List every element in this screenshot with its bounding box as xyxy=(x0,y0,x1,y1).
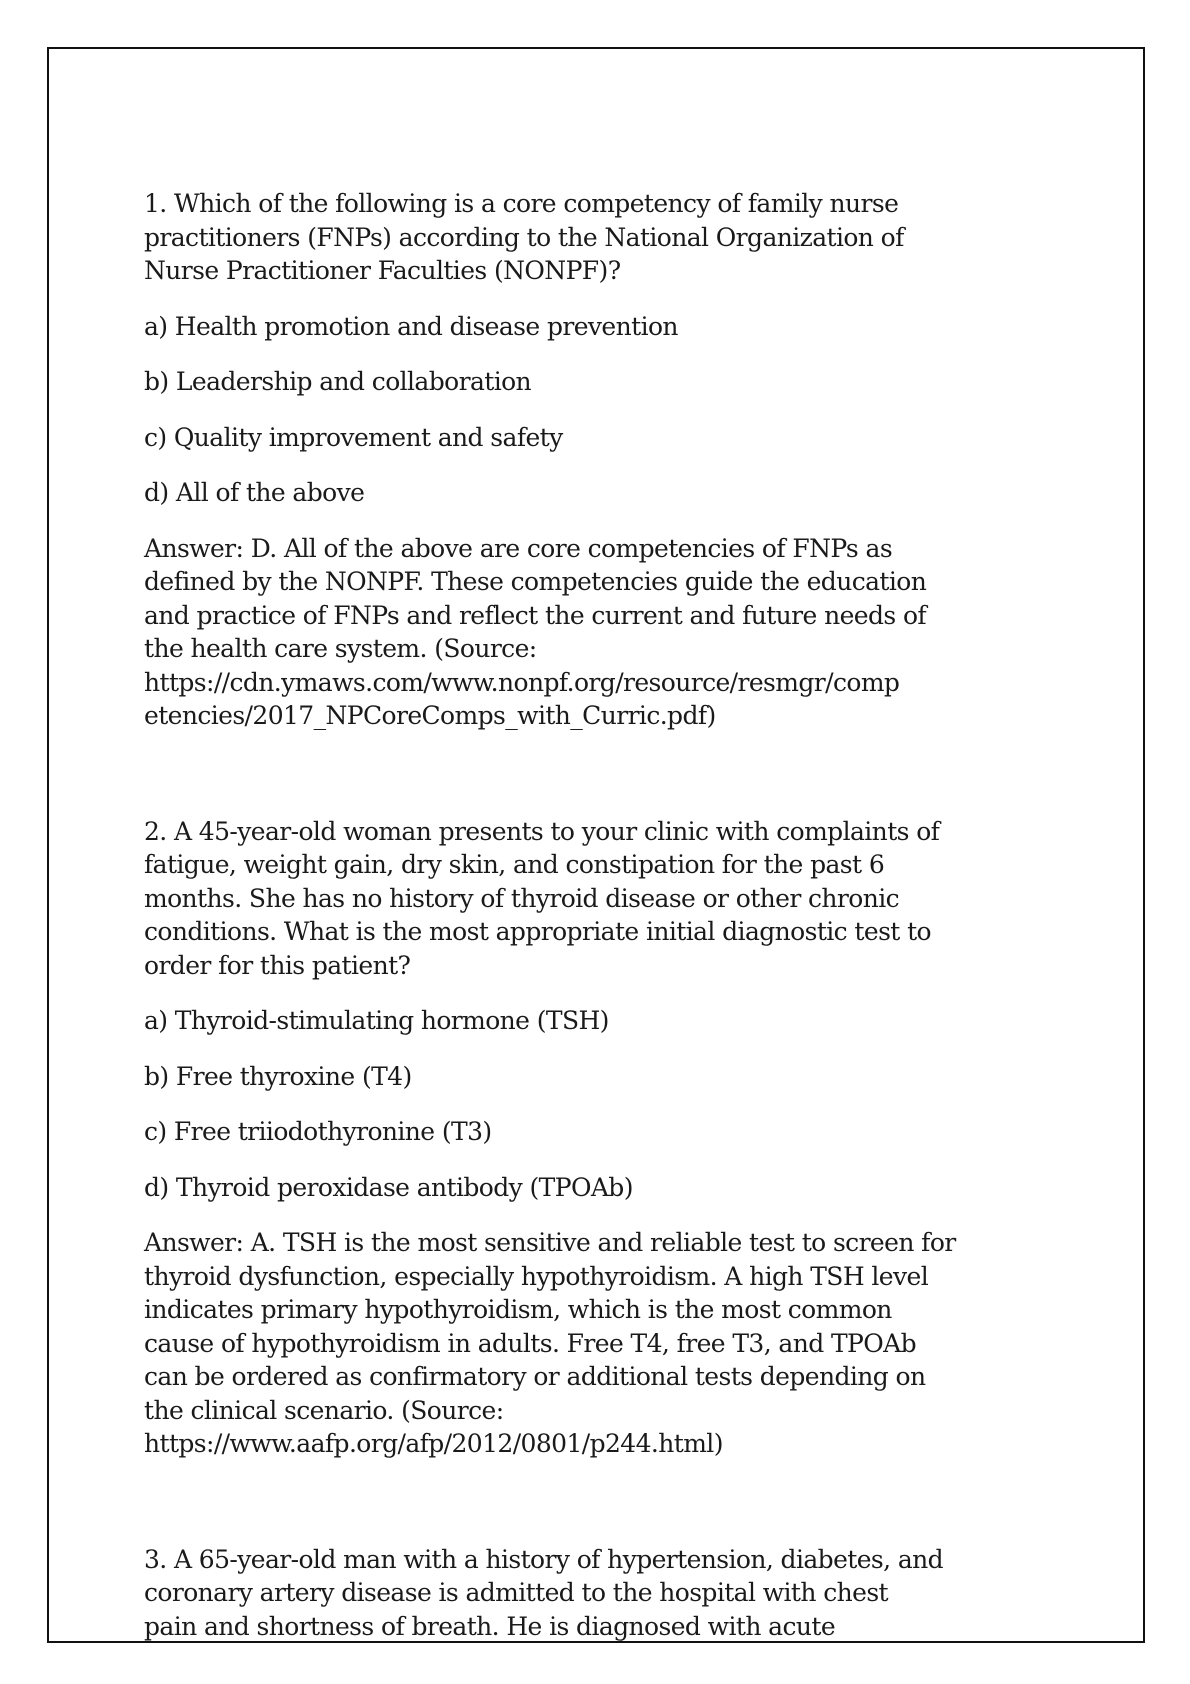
question-stem: 2. A 45-year-old woman presents to your clinic with complaints of fatigue, weight gain, dry skin, and constipation for the past 6 months. She has no history of thyroid disease or other chronic conditions. What is the most appropriate initial diagnostic test to order for this patient? xyxy=(144,816,940,980)
question-stem: 1. Which of the following is a core competency of family nurse practitioners (FNPs) according to the National Organization of Nurse Practitioner Faculties (NONPF)? xyxy=(144,189,904,285)
answer-explanation: Answer: D. All of the above are core competencies of FNPs as defined by the NONPF. These competencies guide the education and practice of FNPs and reflect the current and future needs of the health care system. (Source: https://cdn.ymaws.com/www.nonpf.org/resource/resmgr/comp etencies/2017_NPCoreComps_with_Curric.pdf) xyxy=(144,533,927,730)
answer-option-a: a) Thyroid-stimulating hormone (TSH) xyxy=(144,1006,609,1035)
question-stem: 3. A 65-year-old man with a history of hypertension, diabetes, and coronary artery disease is admitted to the hospital with chest pain and shortness of breath. He is diagnosed with acute xyxy=(144,1544,944,1641)
question-1 xyxy=(144,187,964,733)
answer-option-a: a) Health promotion and disease prevention xyxy=(144,311,678,341)
answer-explanation: Answer: A. TSH is the most sensitive and reliable test to screen for thyroid dysfunction, especially hypothyroidism. A high TSH level indicates primary hypothyroidism, which is the most common cause of hypothyroidism in adults. Free T4, free T3, and TPOAb can be ordered as confirmatory or additional tests depending on the clinical scenario. (Source: https://www.aafp.org/afp/2012/0801/p244.html) xyxy=(144,1228,956,1458)
answer-option-d: d) All of the above xyxy=(144,478,365,507)
answer-option-d: d) Thyroid peroxidase antibody (TPOAb) xyxy=(144,1172,633,1202)
answer-option-c: c) Quality improvement and safety xyxy=(144,422,563,452)
answer-option-c: c) Free triiodothyronine (T3) xyxy=(144,1117,492,1146)
answer-option-b: b) Leadership and collaboration xyxy=(144,367,532,396)
answer-option-b: b) Free thyroxine (T4) xyxy=(144,1061,412,1091)
question-separator xyxy=(144,1483,964,1543)
question-3 xyxy=(144,1543,964,1644)
question-2 xyxy=(144,815,964,1461)
document-content xyxy=(144,187,964,1665)
question-separator xyxy=(144,755,964,815)
